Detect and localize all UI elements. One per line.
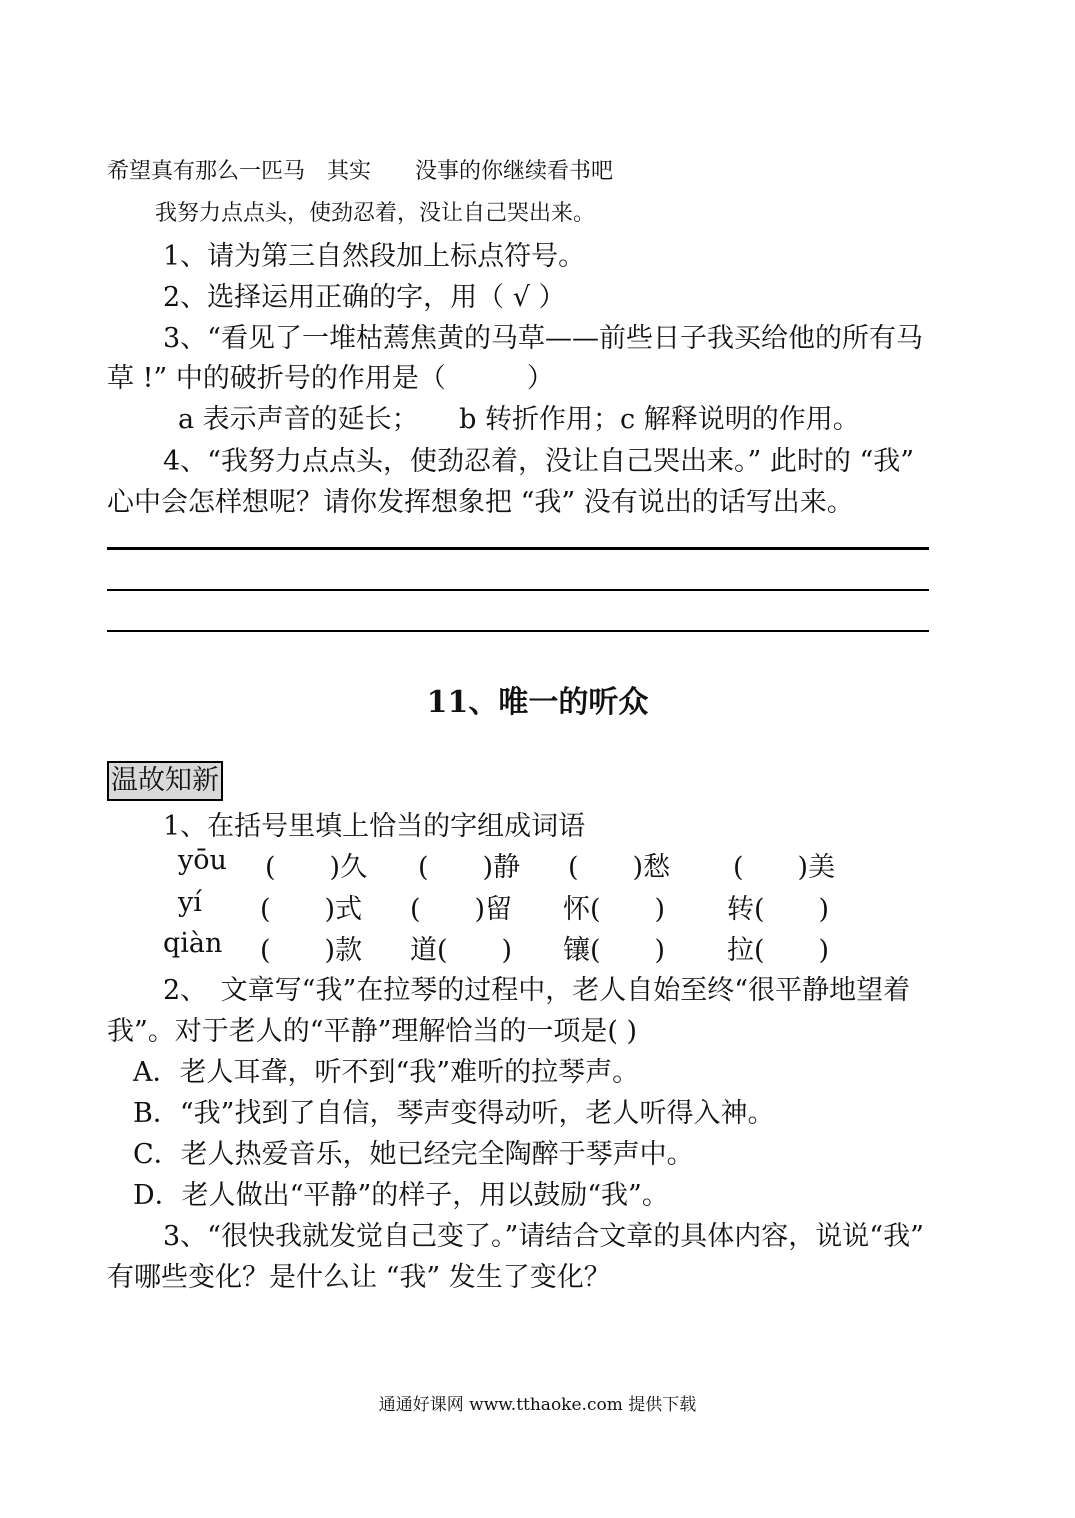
option-c: C．老人热爱音乐，她已经完全陶醉于琴声中。 xyxy=(133,1139,694,1170)
pinyin-label: yōu xyxy=(178,845,227,876)
answer-line xyxy=(107,547,929,550)
fill-in-cell: 镶( ) xyxy=(563,935,666,966)
fill-in-cell: ( )款 xyxy=(260,935,363,966)
question-4: 4、“我努力点点头，使劲忍着，没让自己哭出来。” 此时的 “我” xyxy=(163,446,915,477)
fill-in-cell: 道( ) xyxy=(410,935,513,966)
fill-in-cell: 转( ) xyxy=(727,894,830,925)
answer-line xyxy=(107,630,929,632)
option-a: A．老人耳聋，听不到“我”难听的拉琴声。 xyxy=(133,1057,640,1088)
question-2-reading: 2、 文章写“我”在拉琴的过程中，老人自始至终“很平静地望着 xyxy=(163,975,911,1006)
question-3-options: a 表示声音的延长； b 转折作用；c 解释说明的作用。 xyxy=(178,404,860,435)
pinyin-label: qiàn xyxy=(163,928,223,959)
page-footer: 通通好课网 www.tthaoke.com 提供下载 xyxy=(378,1395,697,1415)
answer-line xyxy=(107,589,929,591)
question-2-reading-continued: 我”。对于老人的“平静”理解恰当的一项是( ) xyxy=(107,1016,638,1047)
fill-in-cell: ( )静 xyxy=(418,852,521,883)
question-3: 3、“看见了一堆枯蔫焦黄的马草——前些日子我买给他的所有马 xyxy=(163,323,923,354)
question-3-continued: 草 !” 中的破折号的作用是（ ） xyxy=(107,363,554,394)
fill-in-cell: ( )久 xyxy=(265,852,368,883)
lesson-title: 11、唯一的听众 xyxy=(426,685,649,720)
question-3-reading-continued: 有哪些变化？是什么让 “我” 发生了变化？ xyxy=(107,1262,611,1293)
text-line: 希望真有那么一匹马 其实 没事的你继续看书吧 xyxy=(107,159,614,184)
fill-in-cell: ( )美 xyxy=(733,852,836,883)
fill-in-cell: ( )式 xyxy=(260,894,363,925)
option-b: B．“我”找到了自信，琴声变得动听，老人听得入神。 xyxy=(133,1098,775,1129)
fill-in-cell: ( )留 xyxy=(410,894,513,925)
question-2: 2、选择运用正确的字，用（ √ ） xyxy=(163,282,566,313)
fill-in-question: 1、在括号里填上恰当的字组成词语 xyxy=(163,811,586,842)
fill-in-cell: 怀( ) xyxy=(563,894,666,925)
option-d: D．老人做出“平静”的样子，用以鼓励“我”。 xyxy=(133,1180,669,1211)
fill-in-cell: ( )愁 xyxy=(568,852,671,883)
section-label: 温故知新 xyxy=(107,761,223,801)
fill-in-cell: 拉( ) xyxy=(727,935,830,966)
text-line: 我努力点点头，使劲忍着，没让自己哭出来。 xyxy=(155,201,596,226)
question-4-continued: 心中会怎样想呢？请你发挥想象把 “我” 没有说出的话写出来。 xyxy=(107,487,854,518)
question-3-reading: 3、“很快我就发觉自己变了。”请结合文章的具体内容，说说“我” xyxy=(163,1221,924,1252)
question-1: 1、请为第三自然段加上标点符号。 xyxy=(163,241,586,272)
pinyin-label: yí xyxy=(178,887,202,918)
